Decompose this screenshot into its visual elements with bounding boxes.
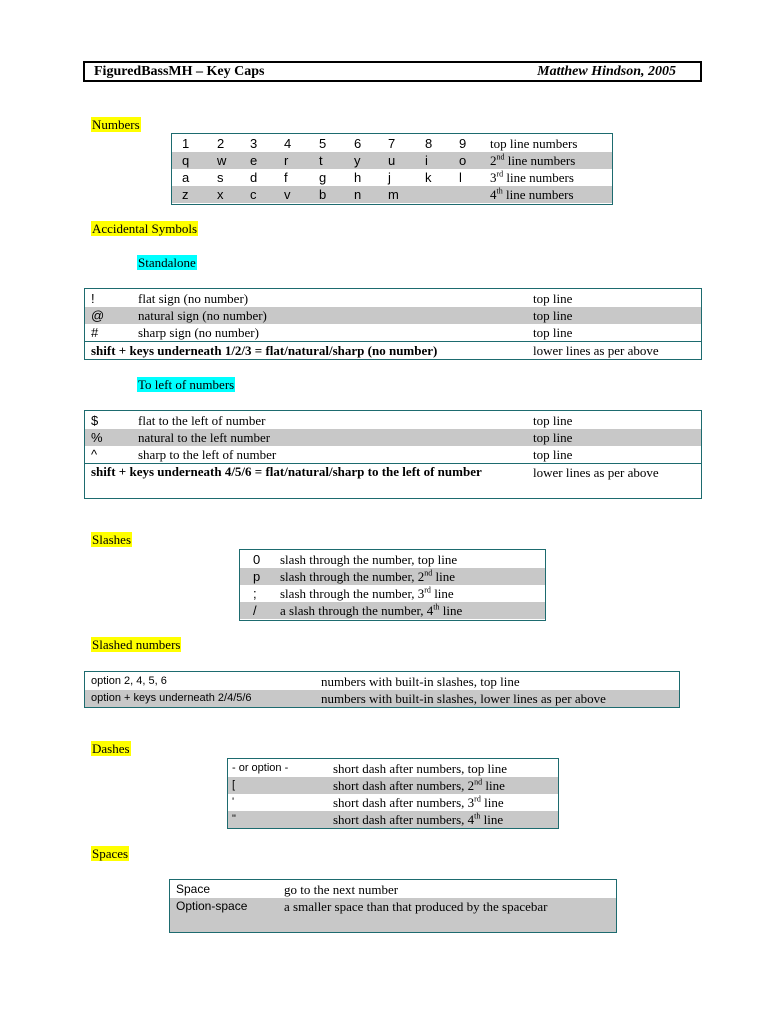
table-row bbox=[240, 602, 545, 619]
table-row bbox=[85, 463, 701, 499]
key-cell: x bbox=[217, 187, 224, 202]
location-cell: top line bbox=[533, 430, 573, 445]
key-cell: 8 bbox=[425, 136, 433, 151]
key-cell: option 2, 4, 5, 6 bbox=[91, 675, 167, 687]
desc-cell: short dash after numbers, top line bbox=[333, 761, 508, 776]
key-cell: v bbox=[284, 187, 291, 202]
table-row bbox=[85, 412, 701, 429]
key-cell: 5 bbox=[319, 136, 327, 151]
key-cell: y bbox=[354, 153, 361, 168]
table-row bbox=[228, 811, 558, 828]
desc-cell: natural sign (no number) bbox=[138, 308, 267, 323]
key-cell: @ bbox=[91, 308, 105, 323]
key-cell: ^ bbox=[91, 447, 98, 462]
table-row bbox=[170, 881, 616, 898]
desc-cell: short dash after numbers, 2nd line bbox=[333, 777, 505, 793]
desc-cell: short dash after numbers, 3rd line bbox=[333, 794, 504, 810]
key-cell: w bbox=[217, 153, 227, 168]
desc-cell: short dash after numbers, 4th line bbox=[333, 811, 504, 827]
key-cell: 2 bbox=[217, 136, 225, 151]
location-cell: top line bbox=[533, 325, 573, 340]
numbers-heading: Numbers bbox=[92, 117, 140, 132]
key-cell: 3 bbox=[250, 136, 258, 151]
slashed-numbers-heading: Slashed numbers bbox=[92, 637, 181, 652]
table-row bbox=[228, 777, 558, 794]
desc-cell: shift + keys underneath 1/2/3 = flat/natural/sharp (no number) bbox=[91, 343, 438, 358]
key-cell: % bbox=[91, 430, 103, 445]
key-cell: k bbox=[425, 170, 432, 185]
key-cell: e bbox=[250, 153, 258, 168]
left-of-numbers-table bbox=[84, 410, 702, 499]
accidentals-heading: Accidental Symbols bbox=[92, 221, 198, 236]
key-cell: p bbox=[253, 569, 261, 584]
table-row bbox=[85, 690, 679, 707]
table-row bbox=[85, 446, 701, 463]
key-cell: c bbox=[250, 187, 257, 202]
key-cell: a bbox=[182, 170, 190, 185]
desc-cell: slash through the number, top line bbox=[280, 552, 458, 567]
key-cell: g bbox=[319, 170, 327, 185]
desc-cell: shift + keys underneath 4/5/6 = flat/natural/sharp to the left of number bbox=[91, 464, 482, 479]
key-cell: m bbox=[388, 187, 399, 202]
key-cell: 9 bbox=[459, 136, 467, 151]
table-row bbox=[170, 898, 616, 932]
table-row bbox=[172, 186, 612, 203]
key-cell: - or option - bbox=[232, 762, 289, 774]
table-row bbox=[240, 551, 545, 568]
key-cell: j bbox=[388, 170, 391, 185]
table-row bbox=[85, 307, 701, 324]
line-label: 3rd line numbers bbox=[490, 169, 574, 185]
table-row bbox=[85, 290, 701, 307]
key-cell: 7 bbox=[388, 136, 396, 151]
document-author: Matthew Hindson, 2005 bbox=[537, 64, 676, 79]
location-cell: top line bbox=[533, 413, 573, 428]
left-of-numbers-heading: To left of numbers bbox=[138, 377, 235, 392]
slashes-table bbox=[239, 549, 546, 621]
key-cell: / bbox=[253, 603, 257, 618]
spaces-table bbox=[169, 879, 617, 933]
standalone-heading: Standalone bbox=[138, 255, 196, 270]
key-cell: z bbox=[182, 187, 189, 202]
key-cell: b bbox=[319, 187, 327, 202]
key-cell: q bbox=[182, 153, 190, 168]
dashes-table bbox=[227, 758, 559, 829]
key-cell: d bbox=[250, 170, 258, 185]
table-row bbox=[85, 341, 701, 359]
location-cell: top line bbox=[533, 308, 573, 323]
table-row bbox=[228, 760, 558, 777]
key-cell: t bbox=[319, 153, 323, 168]
key-cell: 1 bbox=[182, 136, 190, 151]
document-header bbox=[83, 61, 702, 82]
desc-cell: go to the next number bbox=[284, 882, 399, 897]
document-title: FiguredBassMH – Key Caps bbox=[94, 64, 265, 79]
desc-cell: slash through the number, 2nd line bbox=[280, 568, 456, 584]
key-cell: Space bbox=[176, 882, 211, 896]
key-cell: u bbox=[388, 153, 396, 168]
desc-cell: flat sign (no number) bbox=[138, 291, 249, 306]
desc-cell: sharp to the left of number bbox=[138, 447, 277, 462]
desc-cell: a slash through the number, 4th line bbox=[280, 602, 463, 618]
table-row bbox=[85, 673, 679, 690]
key-cell: i bbox=[425, 153, 428, 168]
table-row bbox=[172, 152, 612, 169]
key-cell: option + keys underneath 2/4/5/6 bbox=[91, 692, 252, 704]
key-cell: 6 bbox=[354, 136, 362, 151]
location-cell: lower lines as per above bbox=[533, 343, 659, 358]
location-cell: top line bbox=[533, 447, 573, 462]
numbers-table bbox=[171, 133, 613, 205]
desc-cell: a smaller space than that produced by the spacebar bbox=[284, 899, 548, 914]
key-cell: l bbox=[459, 170, 462, 185]
key-cell: ' bbox=[232, 796, 235, 808]
desc-cell: numbers with built-in slashes, lower lines as per above bbox=[321, 691, 606, 706]
key-cell: s bbox=[217, 170, 224, 185]
table-row bbox=[228, 794, 558, 811]
key-cell: " bbox=[232, 813, 236, 825]
desc-cell: sharp sign (no number) bbox=[138, 325, 259, 340]
key-cell: ; bbox=[253, 586, 257, 601]
desc-cell: numbers with built-in slashes, top line bbox=[321, 674, 520, 689]
key-cell: r bbox=[284, 153, 289, 168]
table-row bbox=[85, 324, 701, 341]
key-cell: [ bbox=[232, 779, 236, 791]
desc-cell: natural to the left number bbox=[138, 430, 271, 445]
location-cell: lower lines as per above bbox=[533, 465, 659, 480]
key-cell: Option-space bbox=[176, 899, 248, 913]
line-label: 2nd line numbers bbox=[490, 152, 576, 168]
desc-cell: flat to the left of number bbox=[138, 413, 266, 428]
key-cell: o bbox=[459, 153, 467, 168]
location-cell: top line bbox=[533, 291, 573, 306]
key-cell: f bbox=[284, 170, 288, 185]
key-cell: ! bbox=[91, 291, 95, 306]
slashed-numbers-table bbox=[84, 671, 680, 708]
slashes-heading: Slashes bbox=[92, 532, 131, 547]
key-cell: 0 bbox=[253, 552, 261, 567]
table-row bbox=[240, 585, 545, 602]
key-cell: n bbox=[354, 187, 362, 202]
table-row bbox=[172, 135, 612, 152]
standalone-table bbox=[84, 288, 702, 360]
table-row bbox=[240, 568, 545, 585]
spaces-heading: Spaces bbox=[92, 846, 129, 861]
key-cell: $ bbox=[91, 413, 99, 428]
table-row bbox=[85, 429, 701, 446]
key-cell: 4 bbox=[284, 136, 292, 151]
dashes-heading: Dashes bbox=[92, 741, 130, 756]
line-label: top line numbers bbox=[490, 136, 578, 151]
table-row bbox=[172, 169, 612, 186]
key-cell: h bbox=[354, 170, 362, 185]
key-cell: # bbox=[91, 325, 99, 340]
line-label: 4th line numbers bbox=[490, 186, 574, 202]
desc-cell: slash through the number, 3rd line bbox=[280, 585, 454, 601]
